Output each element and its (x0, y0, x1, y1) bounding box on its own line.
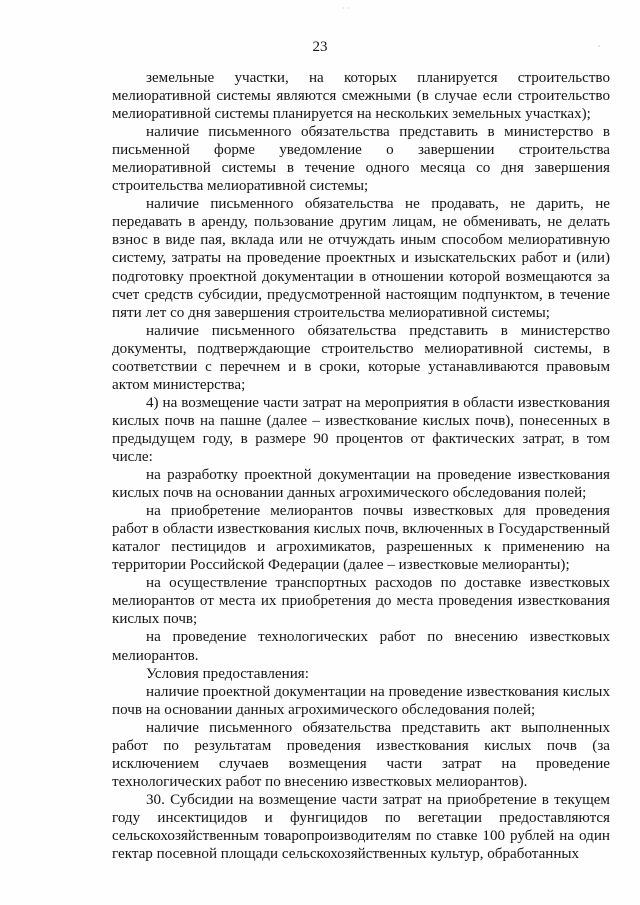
scan-speck: · · (342, 4, 350, 13)
page-number: 23 (312, 39, 328, 55)
document-body (112, 69, 610, 863)
paragraph-condition-act: наличие письменного обязательства представить акт выполненных работ по результатам проведения известкования кислых почв (за исключением случаев возмещения части затрат на проведение технологических работ по внесению известковых мелиорантов). (112, 719, 610, 790)
paragraph-land-plots: земельные участки, на которых планируется строительство мелиоративной системы являются смежными (в случае если строительство мелиоративной системы планируется на нескольких земельных участках); (112, 70, 610, 123)
paragraph-item-30: 30. Субсидии на возмещение части затрат на приобретение в текущем году инсектицидов и фунгицидов по вегетации предоставляются сельскохозяйственным товаропроизводителям по ставке 100 рублей на один гектар посевной площади сельскохозяйственных культур, обработанных (112, 791, 610, 863)
paragraph-project-documentation: на разработку проектной документации на проведение известкования кислых почв на основании данных агрохимического обследования полей; (112, 467, 610, 502)
paragraph-ameliorants-purchase: на приобретение мелиорантов почвы известковых для проведения работ в области известкования кислых почв, включенных в Государственный каталог пестицидов и агрохимикатов, разрешенных к применению на территории Российской Федерации (далее – известковые мелиоранты); (112, 503, 610, 574)
paragraph-documents-obligation: наличие письменного обязательства представить в министерство документы, подтверждающие строительство мелиоративной системы, в соответствии с перечнем и в сроки, которые устанавливаются правовым актом министерства; (112, 322, 610, 393)
paragraph-conditions-heading: Условия предоставления: (146, 665, 309, 682)
scan-speck: ' (598, 44, 601, 53)
paragraph-liming-item-4: 4) на возмещение части затрат на мероприятия в области известкования кислых почв на пашне (далее – известкование кислых почв), понесенных в предыдущем году, в размере 90 процентов от фактических затрат, в том числе: (112, 394, 610, 465)
paragraph-notification-obligation: наличие письменного обязательства представить в министерство в письменной форме уведомление о завершении строительства мелиоративной системы в течение одного месяца со дня завершения строительства мелиоративной системы; (112, 124, 610, 195)
paragraph-transport-costs: на осуществление транспортных расходов по доставке известковых мелиорантов от места их приобретения до места проведения известкования кислых почв; (112, 575, 610, 628)
paragraph-condition-documentation: наличие проектной документации на проведение известкования кислых почв на основании данных агрохимического обследования полей; (112, 683, 610, 718)
paragraph-no-sale-obligation: наличие письменного обязательства не продавать, не дарить, не передавать в аренду, пользование другим лицам, не обменивать, не делать взнос в виде пая, вклада или не отчуждать иным способом мелиоративную систему, затраты на проведение проектных и изыскательских работ и (или) подготовку проектной документации в отношении которой возмещаются за счет средств субсидии, предусмотренной настоящим подпунктом, в течение пяти лет со дня завершения строительства мелиоративной системы; (112, 196, 610, 321)
paragraph-technological-works: на проведение технологических работ по внесению известковых мелиорантов. (112, 629, 610, 664)
